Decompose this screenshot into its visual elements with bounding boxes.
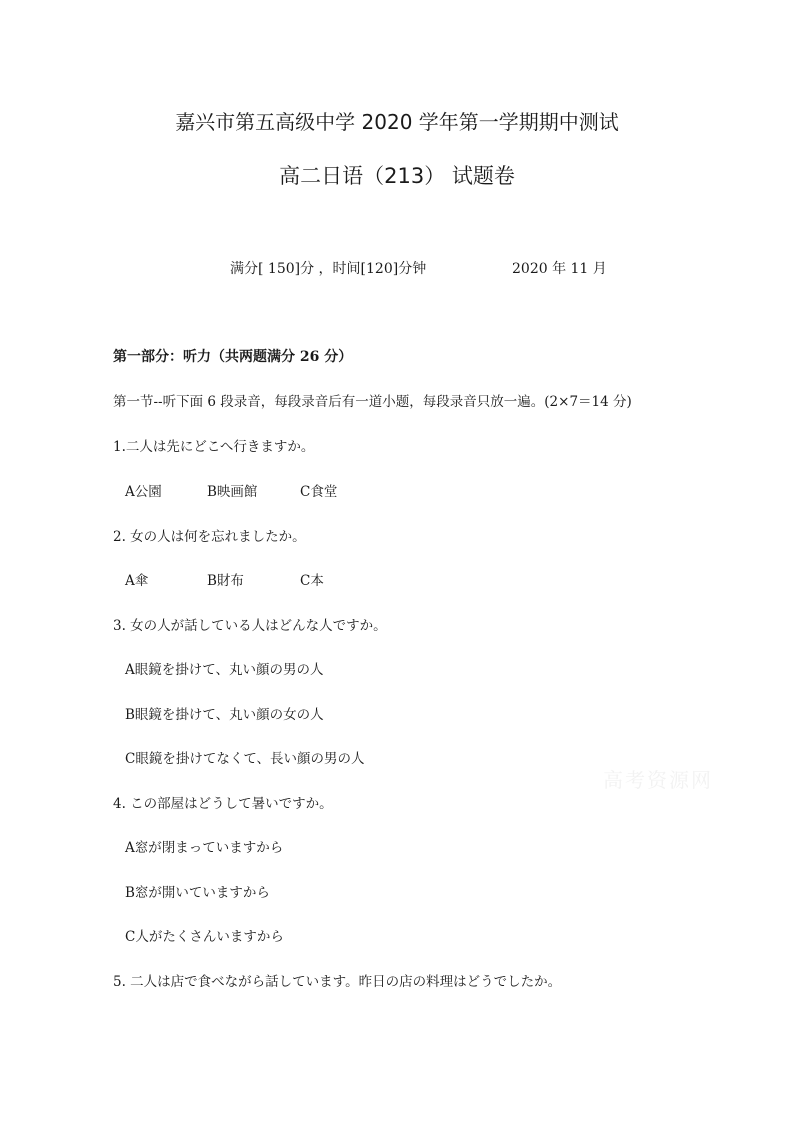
- question-3-option-a: A眼鏡を掛けて、丸い顔の男の人: [125, 662, 324, 678]
- exam-title: 嘉兴市第五高级中学 2020 学年第一学期期中测试: [175, 110, 619, 134]
- exam-subtitle: 高二日语（213） 试题卷: [279, 164, 515, 188]
- question-4-option-a: A窓が閉まっていますから: [125, 840, 284, 856]
- question-1-option-c: C食堂: [300, 484, 338, 500]
- question-4-option-c: C人がたくさんいますから: [125, 929, 284, 945]
- section1-instruction: 第一节--听下面 6 段录音，每段录音后有一道小题，每段录音只放一遍。(2×7＝14 分): [113, 394, 632, 410]
- question-2: 2. 女の人は何を忘れましたか。: [113, 529, 306, 545]
- question-4: 4. この部屋はどうして暑いですか。: [113, 796, 333, 812]
- question-1-option-a: A公園: [125, 484, 162, 500]
- exam-date: 2020 年 11 月: [512, 261, 607, 277]
- question-2-option-c: C本: [300, 573, 324, 589]
- question-3-option-c: C眼鏡を掛けてなくて、長い顔の男の人: [125, 751, 365, 767]
- score-time-info: 满分[ 150]分 ，时间[120]分钟: [230, 261, 427, 277]
- part1-heading: 第一部分：听力（共两题满分 26 分）: [113, 349, 353, 365]
- question-1-option-b: B映画館: [207, 484, 258, 500]
- question-4-option-b: B窓が開いていますから: [125, 885, 270, 901]
- watermark: 高考资源网: [603, 768, 713, 792]
- question-2-option-a: A傘: [125, 573, 149, 589]
- question-3: 3. 女の人が話している人はどんな人ですか。: [113, 618, 387, 634]
- question-1: 1.二人は先にどこへ行きますか。: [113, 439, 315, 455]
- question-2-option-b: B財布: [207, 573, 244, 589]
- question-3-option-b: B眼鏡を掛けて、丸い顔の女の人: [125, 707, 324, 723]
- question-5: 5. 二人は店で食べながら話しています。昨日の店の料理はどうでしたか。: [113, 974, 562, 990]
